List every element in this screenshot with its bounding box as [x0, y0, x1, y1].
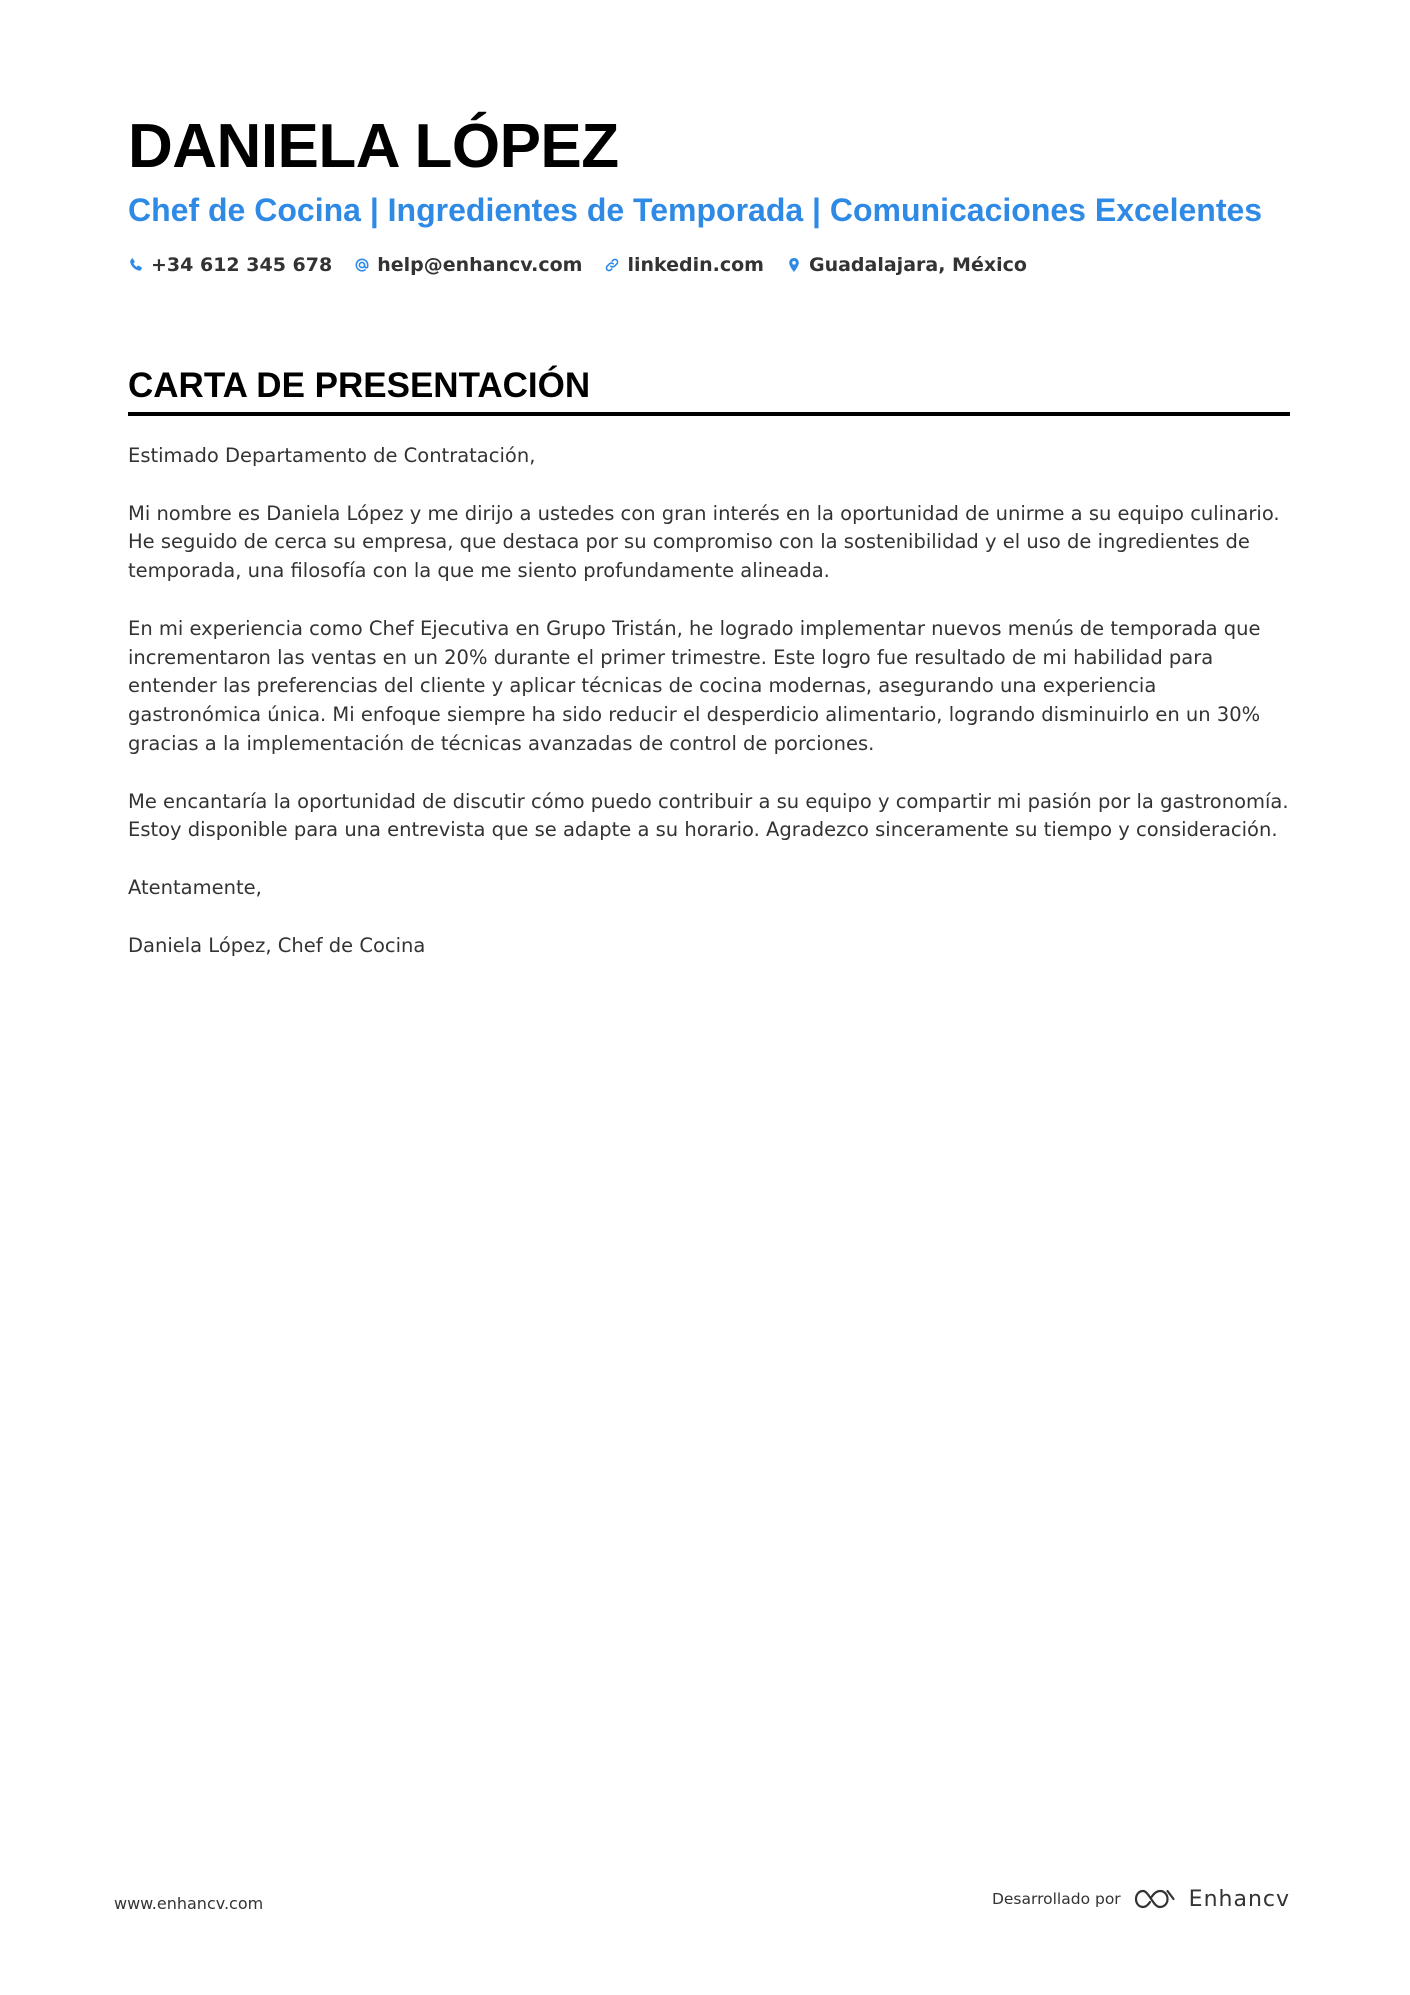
contact-phone	[128, 254, 332, 276]
link-icon	[604, 257, 620, 273]
location-pin-icon	[786, 257, 802, 273]
contact-email[interactable]	[354, 254, 582, 276]
letter-paragraph: Me encantaría la oportunidad de discutir cómo puedo contribuir a su equipo y compartir mi pasión por la gastronomía. Estoy disponible para una entrevista que se adapte a su horario. Agradezco sinceramente su tiempo y consideración.	[128, 789, 1289, 842]
letter-body	[128, 442, 1290, 960]
phone-text: +34 612 345 678	[151, 254, 333, 276]
enhancv-logo-icon	[1133, 1886, 1177, 1912]
letter-signature: Daniela López, Chef de Cocina	[128, 933, 426, 957]
location-text: Guadalajara, México	[808, 254, 1027, 276]
header	[128, 110, 1288, 280]
at-icon	[354, 257, 370, 273]
footer-branding[interactable]	[992, 1886, 1290, 1912]
linkedin-link[interactable]: linkedin.com	[627, 254, 764, 276]
letter-closing: Atentamente,	[128, 875, 262, 899]
phone-icon	[128, 257, 144, 273]
letter-paragraph: En mi experiencia como Chef Ejecutiva en Grupo Tristán, he logrado implementar nuevos menús de temporada que incrementaron las ventas en un 20% durante el primer trimestre. Este logro fue resultado de mi habilidad para entender las preferencias del cliente y aplicar técnicas de cocina modernas, asegurando una experiencia gastronómica única. Mi enfoque siempre ha sido reducir el desperdicio alimentario, logrando disminuirlo en un 30% gracias a la implementación de técnicas avanzadas de control de porciones.	[128, 616, 1261, 755]
candidate-name: DANIELA LÓPEZ	[128, 112, 619, 181]
footer-website-link[interactable]: www.enhancv.com	[114, 1894, 264, 1913]
cover-letter-section	[128, 364, 1290, 989]
contact-bar	[128, 250, 1288, 280]
letter-greeting: Estimado Departamento de Contratación,	[128, 444, 536, 467]
section-title: CARTA DE PRESENTACIÓN	[128, 366, 591, 405]
enhancv-brand-name: Enhancv	[1188, 1886, 1290, 1912]
candidate-tagline: Chef de Cocina | Ingredientes de Temporada | Comunicaciones Excelentes	[128, 192, 1263, 228]
contact-linkedin[interactable]	[604, 254, 764, 276]
section-divider	[128, 412, 1290, 416]
powered-by-label: Desarrollado por	[991, 1890, 1121, 1908]
letter-paragraph: Mi nombre es Daniela López y me dirijo a ustedes con gran interés en la oportunidad de unirme a su equipo culinario. He seguido de cerca su empresa, que destaca por su compromiso con la sostenibilidad y el uso de ingredientes de temporada, una filosofía con la que me siento profundamente alineada.	[128, 501, 1280, 583]
contact-location	[786, 254, 1027, 276]
email-link[interactable]: help@enhancv.com	[377, 254, 583, 276]
